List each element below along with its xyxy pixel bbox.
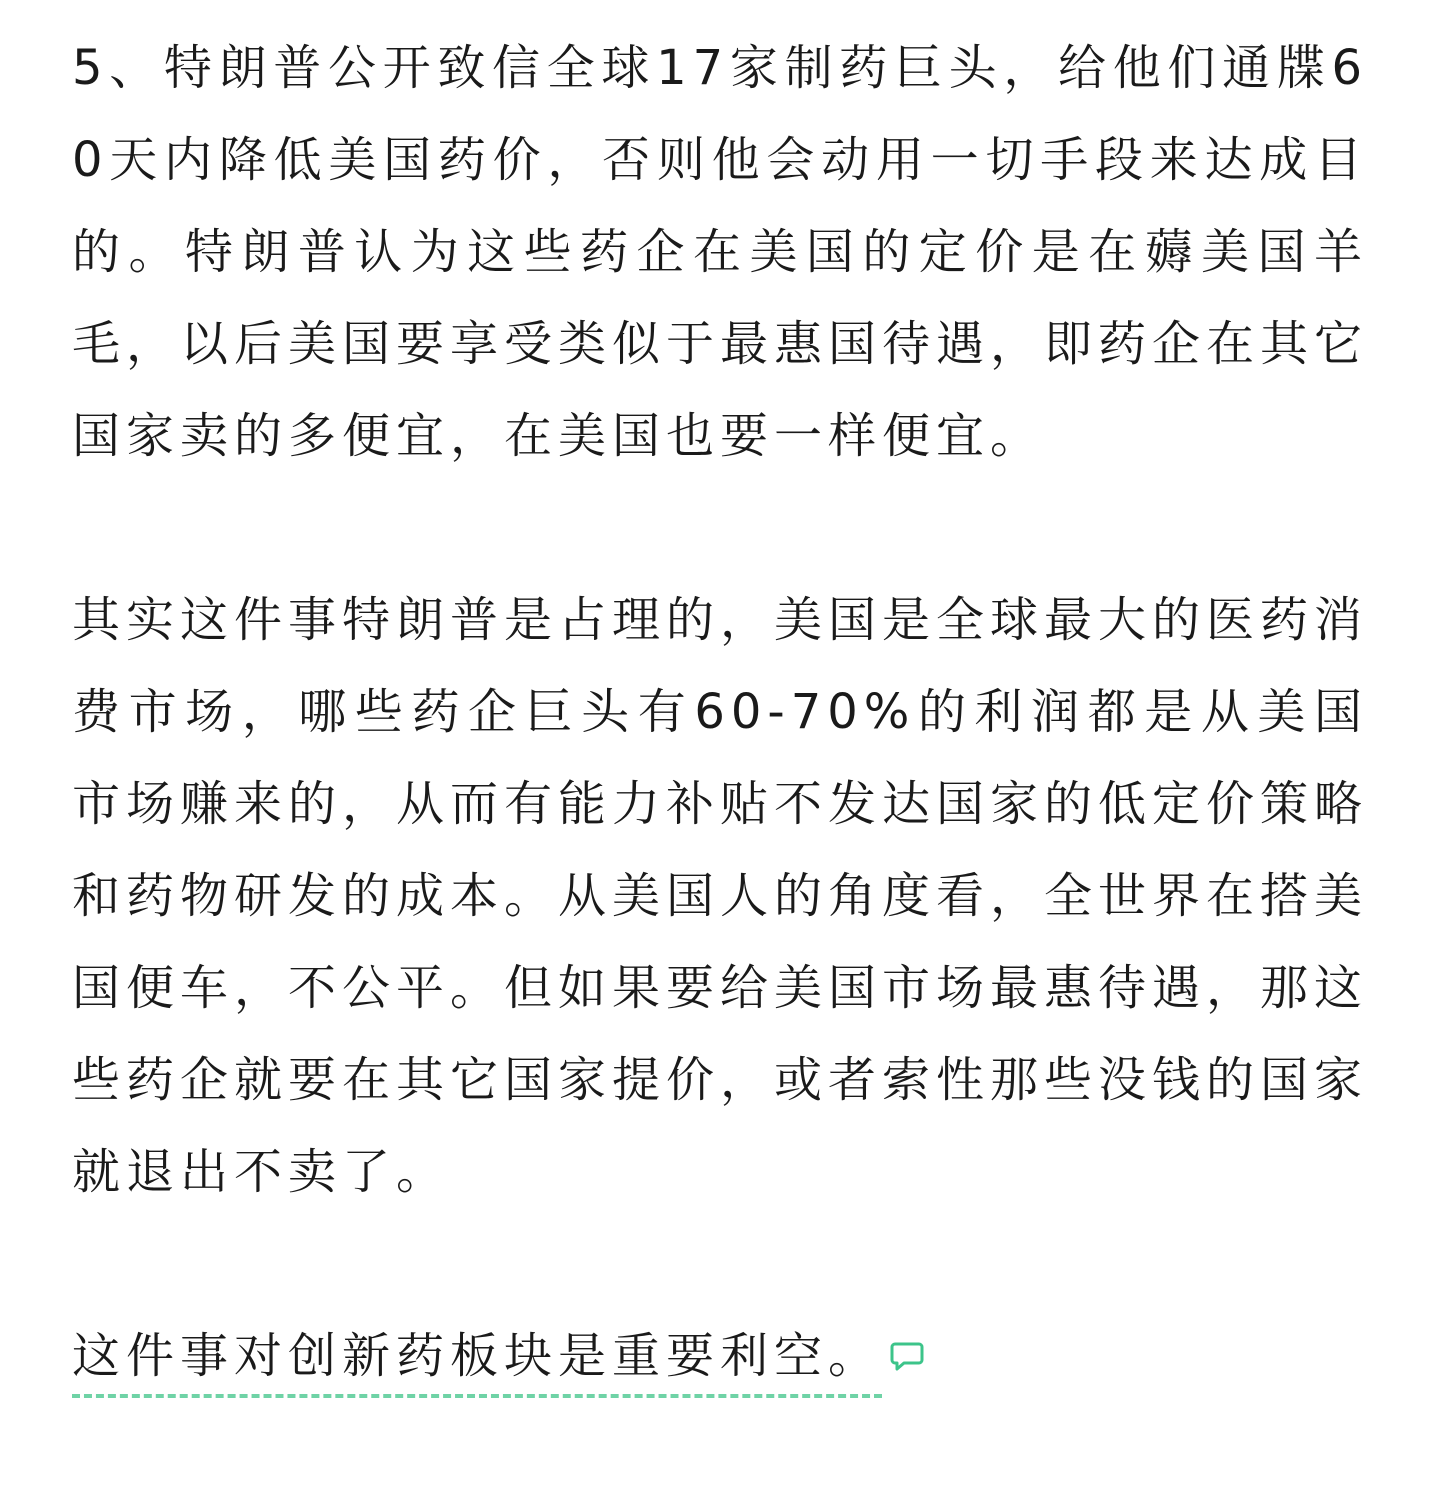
highlighted-sentence[interactable]: 这件事对创新药板块是重要利空。 bbox=[72, 1328, 882, 1398]
paragraph-1: 5、特朗普公开致信全球17家制药巨头，给他们通牒60天内降低美国药价，否则他会动用一切手段来达成目的。特朗普认为这些药企在美国的定价是在薅美国羊毛，以后美国要享受类似于最惠国待遇，即药企在其它国家卖的多便宜，在美国也要一样便宜。 bbox=[72, 40, 1369, 464]
paragraph-2: 其实这件事特朗普是占理的，美国是全球最大的医药消费市场，哪些药企巨头有60-70%的利润都是从美国市场赚来的，从而有能力补贴不发达国家的低定价策略和药物研发的成本。从美国人的角度看，全世界在搭美国便车，不公平。但如果要给美国市场最惠待遇，那这些药企就要在其它国家提价，或者索性那些没钱的国家就退出不卖了。 bbox=[72, 592, 1369, 1200]
paragraph-3 bbox=[72, 1310, 1368, 1405]
comment-icon[interactable] bbox=[890, 1309, 924, 1401]
article-body bbox=[72, 22, 1368, 1405]
